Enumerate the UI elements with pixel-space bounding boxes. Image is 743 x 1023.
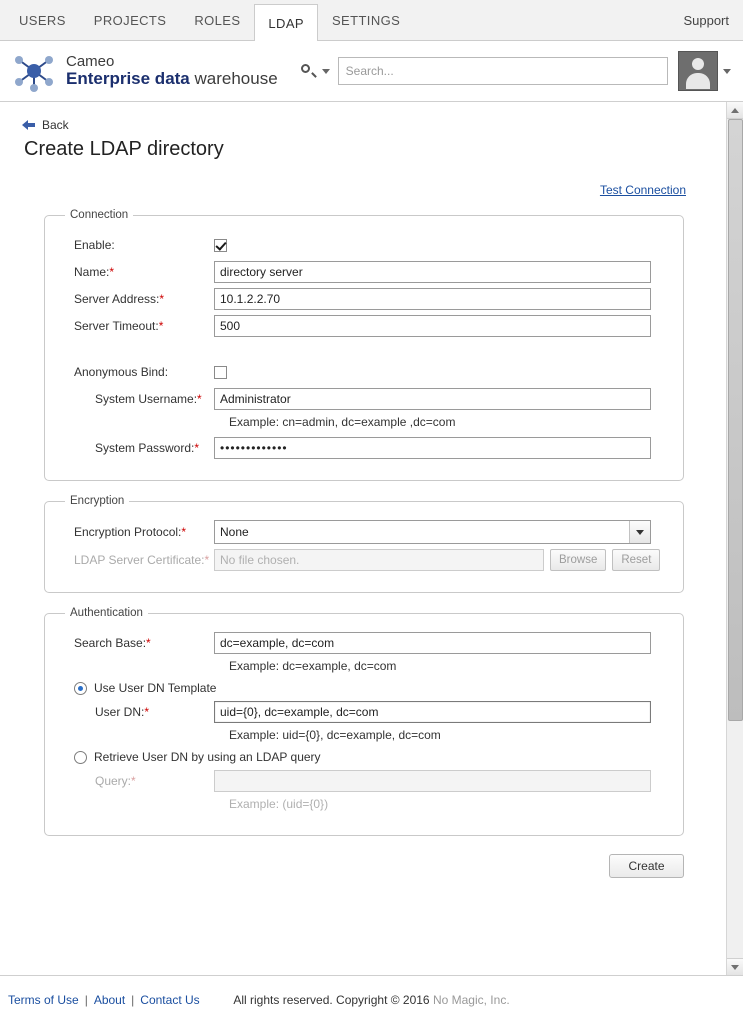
nav-tab-list bbox=[0, 0, 414, 40]
use-user-dn-template-radio[interactable] bbox=[74, 682, 87, 695]
system-username-row bbox=[59, 388, 669, 410]
query-label-text: Query: bbox=[95, 774, 132, 788]
back-arrow-icon bbox=[22, 119, 36, 131]
ldap-certificate-label bbox=[59, 553, 214, 567]
encryption-protocol-select[interactable] bbox=[214, 520, 651, 544]
main-content bbox=[0, 102, 726, 975]
cameo-logo-icon bbox=[12, 49, 56, 93]
server-address-required-asterisk: * bbox=[159, 292, 165, 306]
system-username-required-asterisk: * bbox=[197, 392, 202, 406]
system-password-label-text: System Password: bbox=[95, 441, 195, 455]
authentication-panel-legend: Authentication bbox=[70, 607, 143, 619]
system-username-label-text: System Username: bbox=[95, 392, 198, 406]
search-icon[interactable] bbox=[300, 63, 317, 80]
query-hint: Example: (uid={0}) bbox=[229, 797, 329, 811]
ldap-certificate-row bbox=[59, 549, 669, 571]
about-link[interactable]: About bbox=[93, 992, 126, 1007]
encryption-protocol-label-text: Encryption Protocol: bbox=[74, 525, 182, 539]
user-dn-label bbox=[59, 705, 214, 719]
encryption-protocol-required-asterisk: * bbox=[181, 525, 187, 539]
query-row bbox=[59, 770, 669, 792]
scrollbar-track[interactable] bbox=[727, 119, 743, 958]
query-input[interactable] bbox=[214, 770, 651, 792]
back-link-label: Back bbox=[42, 118, 69, 132]
search-base-hint: Example: dc=example, dc=com bbox=[229, 659, 397, 673]
nav-tab-ldap-label: LDAP bbox=[268, 15, 304, 31]
server-timeout-row bbox=[59, 315, 669, 337]
anonymous-bind-row bbox=[59, 361, 669, 383]
user-menu-chevron-down-icon[interactable] bbox=[723, 69, 731, 74]
use-user-dn-template-radio-row[interactable] bbox=[74, 681, 669, 695]
nav-tab-ldap[interactable] bbox=[254, 4, 318, 41]
use-user-dn-template-label: Use User DN Template bbox=[94, 681, 217, 695]
avatar[interactable] bbox=[678, 51, 718, 91]
encryption-protocol-selected-value: None bbox=[220, 525, 249, 539]
user-dn-required-asterisk: * bbox=[144, 705, 150, 719]
server-address-row bbox=[59, 288, 669, 310]
ldap-certificate-required-asterisk: * bbox=[204, 553, 210, 567]
brand-line-2 bbox=[66, 70, 278, 88]
content-region bbox=[0, 102, 743, 975]
ldap-certificate-filename: No file chosen. bbox=[214, 549, 544, 571]
user-dn-input[interactable] bbox=[214, 701, 651, 723]
encryption-protocol-chevron-down-icon[interactable] bbox=[629, 521, 650, 543]
server-address-label bbox=[59, 292, 214, 306]
encryption-panel-legend: Encryption bbox=[70, 495, 125, 507]
browse-button[interactable]: Browse bbox=[550, 549, 606, 571]
nav-tab-projects-label: PROJECTS bbox=[93, 12, 167, 28]
name-row bbox=[59, 261, 669, 283]
retrieve-user-dn-radio[interactable] bbox=[74, 751, 87, 764]
brand-line-2-light: warehouse bbox=[189, 68, 278, 88]
nav-tab-users[interactable] bbox=[5, 0, 80, 40]
spacer bbox=[59, 342, 669, 356]
scroll-down-button[interactable] bbox=[727, 958, 743, 975]
page-footer bbox=[0, 975, 743, 1023]
brand-line-2-bold: Enterprise data bbox=[66, 68, 190, 88]
nav-tab-users-label: USERS bbox=[19, 12, 66, 28]
nav-tab-settings[interactable] bbox=[318, 0, 414, 40]
chevron-down-icon[interactable] bbox=[322, 69, 330, 74]
support-link-label: Support bbox=[683, 12, 729, 28]
authentication-panel bbox=[44, 607, 684, 836]
system-password-label bbox=[59, 441, 214, 455]
connection-panel-legend: Connection bbox=[70, 209, 129, 221]
user-dn-hint: Example: uid={0}, dc=example, dc=com bbox=[229, 728, 441, 742]
footer-separator-2: | bbox=[131, 992, 135, 1007]
copyright-company: No Magic, Inc. bbox=[432, 992, 510, 1007]
search-base-input[interactable] bbox=[214, 632, 651, 654]
nav-tab-projects[interactable] bbox=[80, 0, 181, 40]
user-menu[interactable] bbox=[678, 51, 731, 91]
test-connection-row bbox=[22, 183, 686, 197]
search-base-label bbox=[59, 636, 214, 650]
system-password-row bbox=[59, 437, 669, 459]
page-title: Create LDAP directory bbox=[24, 138, 224, 160]
server-timeout-input[interactable] bbox=[214, 315, 651, 337]
query-label bbox=[59, 774, 214, 788]
query-required-asterisk: * bbox=[131, 774, 136, 788]
retrieve-user-dn-radio-row[interactable] bbox=[74, 750, 669, 764]
create-button[interactable]: Create bbox=[609, 854, 684, 878]
connection-panel bbox=[44, 209, 684, 481]
server-address-label-text: Server Address: bbox=[74, 292, 160, 306]
reset-button[interactable]: Reset bbox=[612, 549, 660, 571]
server-timeout-label bbox=[59, 319, 214, 333]
server-address-input[interactable] bbox=[214, 288, 651, 310]
anonymous-bind-label: Anonymous Bind: bbox=[74, 365, 169, 379]
name-label-text: Name: bbox=[74, 265, 110, 279]
search-area bbox=[300, 57, 668, 85]
back-link[interactable] bbox=[22, 118, 704, 132]
copyright-main: All rights reserved. Copyright © 2016 bbox=[233, 992, 433, 1007]
name-input[interactable] bbox=[214, 261, 651, 283]
system-password-required-asterisk: * bbox=[194, 441, 200, 455]
user-dn-label-text: User DN: bbox=[95, 705, 145, 719]
brand-title bbox=[66, 54, 278, 88]
anonymous-bind-checkbox[interactable] bbox=[214, 366, 227, 379]
scroll-up-button[interactable] bbox=[727, 102, 743, 119]
enable-row bbox=[59, 234, 669, 256]
nav-tab-roles[interactable] bbox=[180, 0, 254, 40]
nav-tab-roles-label: ROLES bbox=[194, 12, 241, 28]
support-link[interactable] bbox=[683, 0, 743, 40]
application-header bbox=[0, 41, 743, 102]
user-dn-row bbox=[59, 701, 669, 723]
search-base-row bbox=[59, 632, 669, 654]
encryption-protocol-row bbox=[59, 520, 669, 544]
scroll-up-arrow-icon bbox=[731, 108, 739, 113]
system-password-input[interactable] bbox=[214, 437, 651, 459]
system-username-label bbox=[59, 392, 214, 406]
terms-of-use-link[interactable]: Terms of Use bbox=[8, 992, 79, 1007]
footer-separator-1: | bbox=[84, 992, 88, 1007]
enable-label: Enable: bbox=[74, 238, 115, 252]
enable-checkbox[interactable] bbox=[214, 239, 227, 252]
form-actions bbox=[22, 854, 684, 878]
ldap-certificate-label-text: LDAP Server Certificate: bbox=[74, 553, 205, 567]
vertical-scrollbar[interactable] bbox=[726, 102, 743, 975]
encryption-protocol-label bbox=[59, 525, 214, 539]
search-base-label-text: Search Base: bbox=[74, 636, 147, 650]
scrollbar-thumb[interactable] bbox=[728, 119, 743, 721]
scroll-down-arrow-icon bbox=[731, 965, 739, 970]
contact-us-link[interactable]: Contact Us bbox=[140, 992, 200, 1007]
system-username-hint: Example: cn=admin, dc=example ,dc=com bbox=[229, 415, 456, 429]
server-timeout-label-text: Server Timeout: bbox=[74, 319, 159, 333]
encryption-panel bbox=[44, 495, 684, 593]
nav-tab-settings-label: SETTINGS bbox=[331, 12, 401, 28]
brand-line-1: Cameo bbox=[66, 53, 115, 71]
search-base-required-asterisk: * bbox=[146, 636, 151, 650]
system-username-input[interactable] bbox=[214, 388, 651, 410]
top-navigation-bar bbox=[0, 0, 743, 41]
retrieve-user-dn-label: Retrieve User DN by using an LDAP query bbox=[94, 750, 321, 764]
name-label bbox=[59, 265, 214, 279]
search-input[interactable] bbox=[338, 57, 668, 85]
server-timeout-required-asterisk: * bbox=[158, 319, 164, 333]
name-required-asterisk: * bbox=[109, 265, 115, 279]
test-connection-link[interactable]: Test Connection bbox=[599, 183, 686, 197]
